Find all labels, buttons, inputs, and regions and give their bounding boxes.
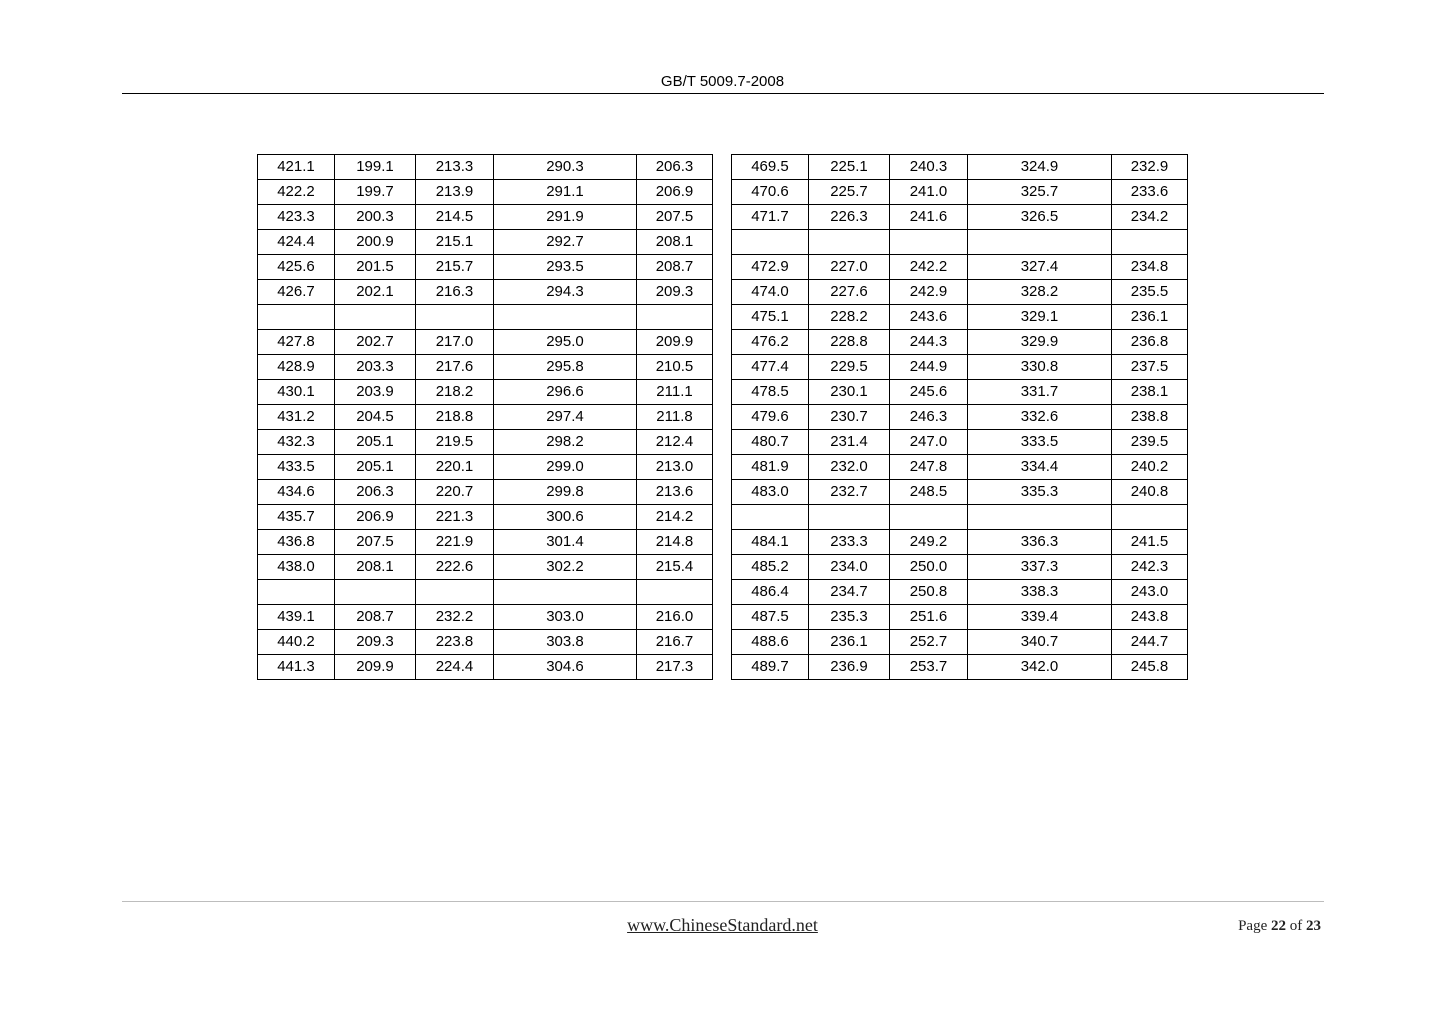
table-gap-cell [713,205,732,230]
table-cell: 200.9 [335,230,416,255]
table-cell: 300.6 [494,505,637,530]
table-cell: 433.5 [258,455,335,480]
table-cell: 224.4 [416,655,494,680]
table-cell [258,580,335,605]
table-cell: 325.7 [968,180,1112,205]
table-cell: 242.9 [890,280,968,305]
table-row [258,605,1188,630]
table-gap-cell [713,430,732,455]
table-cell: 435.7 [258,505,335,530]
table-cell: 478.5 [732,380,809,405]
table-cell [1112,505,1188,530]
table-cell: 235.5 [1112,280,1188,305]
footer-divider [122,901,1324,902]
table-row [258,180,1188,205]
table-gap-cell [713,605,732,630]
table-cell: 199.1 [335,155,416,180]
table-cell: 476.2 [732,330,809,355]
table-cell: 301.4 [494,530,637,555]
table-cell: 209.3 [637,280,713,305]
table-cell: 206.3 [637,155,713,180]
table-cell [637,580,713,605]
table-cell: 216.3 [416,280,494,305]
table-cell: 201.5 [335,255,416,280]
table-cell: 432.3 [258,430,335,455]
table-cell: 213.0 [637,455,713,480]
table-cell: 203.3 [335,355,416,380]
table-cell: 214.8 [637,530,713,555]
table-cell: 475.1 [732,305,809,330]
table-row [258,230,1188,255]
table-gap-cell [713,480,732,505]
table-cell: 480.7 [732,430,809,455]
table-cell: 483.0 [732,480,809,505]
table-cell: 252.7 [890,630,968,655]
table-gap-cell [713,330,732,355]
table-cell: 421.1 [258,155,335,180]
table-row [258,405,1188,430]
data-table [257,154,1188,680]
page-prefix: Page [1238,918,1268,934]
table-cell: 303.8 [494,630,637,655]
table-cell: 295.8 [494,355,637,380]
table-cell: 243.0 [1112,580,1188,605]
table-cell: 230.1 [809,380,890,405]
table-cell: 431.2 [258,405,335,430]
table-gap-cell [713,530,732,555]
table-gap-cell [713,355,732,380]
table-row [258,530,1188,555]
table-cell: 214.5 [416,205,494,230]
table-gap-cell [713,280,732,305]
table-cell: 219.5 [416,430,494,455]
table-cell: 232.9 [1112,155,1188,180]
table-cell: 216.7 [637,630,713,655]
table-cell [335,580,416,605]
table-cell: 291.1 [494,180,637,205]
table-cell: 200.3 [335,205,416,230]
table-cell: 223.8 [416,630,494,655]
table-gap-cell [713,580,732,605]
table-cell: 217.6 [416,355,494,380]
table-cell: 216.0 [637,605,713,630]
table-cell: 211.1 [637,380,713,405]
table-cell: 206.9 [637,180,713,205]
table-cell: 213.3 [416,155,494,180]
table-cell: 330.8 [968,355,1112,380]
table-cell [494,580,637,605]
table-cell [637,305,713,330]
table-cell: 329.9 [968,330,1112,355]
table-row [258,505,1188,530]
table-cell: 244.3 [890,330,968,355]
table-cell: 202.1 [335,280,416,305]
page-current: 22 [1271,918,1286,934]
table-cell: 236.8 [1112,330,1188,355]
table-cell: 253.7 [890,655,968,680]
table-cell: 234.8 [1112,255,1188,280]
table-row [258,480,1188,505]
table-cell: 228.2 [809,305,890,330]
table-cell: 221.9 [416,530,494,555]
table-cell: 218.8 [416,405,494,430]
table-cell: 488.6 [732,630,809,655]
table-cell: 213.9 [416,180,494,205]
table-gap-cell [713,555,732,580]
table-cell: 241.5 [1112,530,1188,555]
table-cell: 424.4 [258,230,335,255]
table-cell: 236.1 [809,630,890,655]
table-gap-cell [713,230,732,255]
table-cell: 238.1 [1112,380,1188,405]
table-row [258,280,1188,305]
table-cell [890,505,968,530]
table-cell: 206.9 [335,505,416,530]
table-cell: 199.7 [335,180,416,205]
table-cell: 479.6 [732,405,809,430]
table-cell: 296.6 [494,380,637,405]
table-cell: 244.9 [890,355,968,380]
table-cell: 241.6 [890,205,968,230]
table-cell: 485.2 [732,555,809,580]
table-cell: 202.7 [335,330,416,355]
table-row [258,555,1188,580]
table-cell [809,230,890,255]
table-cell: 248.5 [890,480,968,505]
table-cell: 487.5 [732,605,809,630]
table-cell [809,505,890,530]
table-cell: 234.7 [809,580,890,605]
table-cell: 230.7 [809,405,890,430]
table-cell: 241.0 [890,180,968,205]
table-cell: 291.9 [494,205,637,230]
table-cell: 243.8 [1112,605,1188,630]
table-gap-cell [713,255,732,280]
page-of: of [1289,918,1303,934]
table-row [258,380,1188,405]
table-cell: 233.6 [1112,180,1188,205]
footer-website-link-text[interactable]: www.ChineseStandard.net [627,915,818,935]
table-cell: 430.1 [258,380,335,405]
table-cell [335,305,416,330]
table-cell: 299.8 [494,480,637,505]
table-gap-cell [713,505,732,530]
table-cell: 481.9 [732,455,809,480]
table-cell: 215.7 [416,255,494,280]
table-cell: 245.8 [1112,655,1188,680]
table-cell: 204.5 [335,405,416,430]
table-gap-cell [713,380,732,405]
table-cell: 329.1 [968,305,1112,330]
table-cell: 469.5 [732,155,809,180]
table-cell: 212.4 [637,430,713,455]
table-cell: 298.2 [494,430,637,455]
table-cell: 327.4 [968,255,1112,280]
table-cell: 302.2 [494,555,637,580]
table-cell: 207.5 [637,205,713,230]
table-cell: 295.0 [494,330,637,355]
table-row [258,305,1188,330]
table-cell: 209.9 [335,655,416,680]
table-cell [732,505,809,530]
table-cell: 440.2 [258,630,335,655]
table-cell: 324.9 [968,155,1112,180]
table-cell: 470.6 [732,180,809,205]
table-cell: 423.3 [258,205,335,230]
table-gap-cell [713,180,732,205]
table-cell: 297.4 [494,405,637,430]
table-row [258,455,1188,480]
table-cell: 489.7 [732,655,809,680]
table-cell: 208.7 [335,605,416,630]
table-cell: 340.7 [968,630,1112,655]
table-gap-cell [713,455,732,480]
table-cell: 428.9 [258,355,335,380]
table-cell: 335.3 [968,480,1112,505]
table-cell: 234.2 [1112,205,1188,230]
table-cell: 211.8 [637,405,713,430]
table-cell: 243.6 [890,305,968,330]
table-row [258,255,1188,280]
table-row [258,355,1188,380]
table-cell: 210.5 [637,355,713,380]
table-cell [890,230,968,255]
table-cell: 474.0 [732,280,809,305]
table-row [258,205,1188,230]
table-cell: 226.3 [809,205,890,230]
table-cell: 426.7 [258,280,335,305]
table-cell: 299.0 [494,455,637,480]
table-cell: 206.3 [335,480,416,505]
table-row [258,655,1188,680]
table-cell: 237.5 [1112,355,1188,380]
table-row [258,330,1188,355]
table-cell: 337.3 [968,555,1112,580]
table-cell: 422.2 [258,180,335,205]
table-row [258,580,1188,605]
table-row [258,430,1188,455]
table-cell: 477.4 [732,355,809,380]
table-cell: 225.7 [809,180,890,205]
table-cell: 242.2 [890,255,968,280]
table-cell [732,230,809,255]
table-cell: 221.3 [416,505,494,530]
table-cell: 339.4 [968,605,1112,630]
table-cell: 234.0 [809,555,890,580]
table-cell [968,505,1112,530]
table-cell: 334.4 [968,455,1112,480]
table-cell: 228.8 [809,330,890,355]
table-gap-cell [713,655,732,680]
table-cell [968,230,1112,255]
table-cell: 222.6 [416,555,494,580]
header-divider [122,93,1324,94]
table-cell: 208.1 [335,555,416,580]
table-cell: 207.5 [335,530,416,555]
table-cell: 484.1 [732,530,809,555]
table-cell: 214.2 [637,505,713,530]
table-cell: 205.1 [335,455,416,480]
table-cell: 218.2 [416,380,494,405]
table-cell: 238.8 [1112,405,1188,430]
table-cell: 332.6 [968,405,1112,430]
table-cell: 245.6 [890,380,968,405]
table-cell: 205.1 [335,430,416,455]
table-cell: 217.0 [416,330,494,355]
table-cell: 240.8 [1112,480,1188,505]
table-row [258,155,1188,180]
table-cell: 439.1 [258,605,335,630]
table-cell: 217.3 [637,655,713,680]
table-cell [258,305,335,330]
table-cell: 333.5 [968,430,1112,455]
table-cell: 232.2 [416,605,494,630]
table-cell: 331.7 [968,380,1112,405]
table-cell: 240.2 [1112,455,1188,480]
table-cell [416,305,494,330]
table-cell: 304.6 [494,655,637,680]
table-cell: 220.7 [416,480,494,505]
table-cell: 239.5 [1112,430,1188,455]
table-cell: 441.3 [258,655,335,680]
table-cell: 342.0 [968,655,1112,680]
table-gap-cell [713,630,732,655]
table-cell: 249.2 [890,530,968,555]
table-cell: 208.1 [637,230,713,255]
table-cell: 203.9 [335,380,416,405]
table-cell: 209.9 [637,330,713,355]
document-header-title: GB/T 5009.7-2008 [660,73,785,90]
table-cell: 326.5 [968,205,1112,230]
table-cell [416,580,494,605]
table-cell: 250.0 [890,555,968,580]
table-cell: 240.3 [890,155,968,180]
table-cell: 290.3 [494,155,637,180]
table-cell: 220.1 [416,455,494,480]
table-cell: 427.8 [258,330,335,355]
table-cell: 235.3 [809,605,890,630]
table-cell: 251.6 [890,605,968,630]
table-cell: 247.8 [890,455,968,480]
table-cell: 227.0 [809,255,890,280]
table-gap-cell [713,405,732,430]
table-cell: 338.3 [968,580,1112,605]
table-cell: 209.3 [335,630,416,655]
table-cell [494,305,637,330]
table-cell: 231.4 [809,430,890,455]
table-cell: 247.0 [890,430,968,455]
table-cell: 215.4 [637,555,713,580]
data-table-body [258,155,1188,680]
table-row [258,630,1188,655]
table-cell [1112,230,1188,255]
table-cell: 250.8 [890,580,968,605]
table-cell: 246.3 [890,405,968,430]
table-cell: 472.9 [732,255,809,280]
table-cell: 436.8 [258,530,335,555]
table-cell: 232.0 [809,455,890,480]
page-number [1238,918,1321,935]
table-cell: 227.6 [809,280,890,305]
table-cell: 293.5 [494,255,637,280]
table-cell: 242.3 [1112,555,1188,580]
page-total: 23 [1306,918,1321,934]
table-cell: 213.6 [637,480,713,505]
table-cell: 425.6 [258,255,335,280]
table-cell: 208.7 [637,255,713,280]
table-cell: 244.7 [1112,630,1188,655]
table-cell: 303.0 [494,605,637,630]
table-cell: 236.9 [809,655,890,680]
table-gap-cell [713,155,732,180]
table-cell: 471.7 [732,205,809,230]
table-cell: 486.4 [732,580,809,605]
footer-website-link[interactable] [0,915,1445,936]
table-cell: 236.1 [1112,305,1188,330]
table-cell: 434.6 [258,480,335,505]
table-cell: 336.3 [968,530,1112,555]
table-cell: 294.3 [494,280,637,305]
table-cell: 229.5 [809,355,890,380]
table-cell: 328.2 [968,280,1112,305]
table-cell: 233.3 [809,530,890,555]
table-cell: 438.0 [258,555,335,580]
table-cell: 292.7 [494,230,637,255]
table-cell: 232.7 [809,480,890,505]
table-cell: 215.1 [416,230,494,255]
table-cell: 225.1 [809,155,890,180]
table-gap-cell [713,305,732,330]
